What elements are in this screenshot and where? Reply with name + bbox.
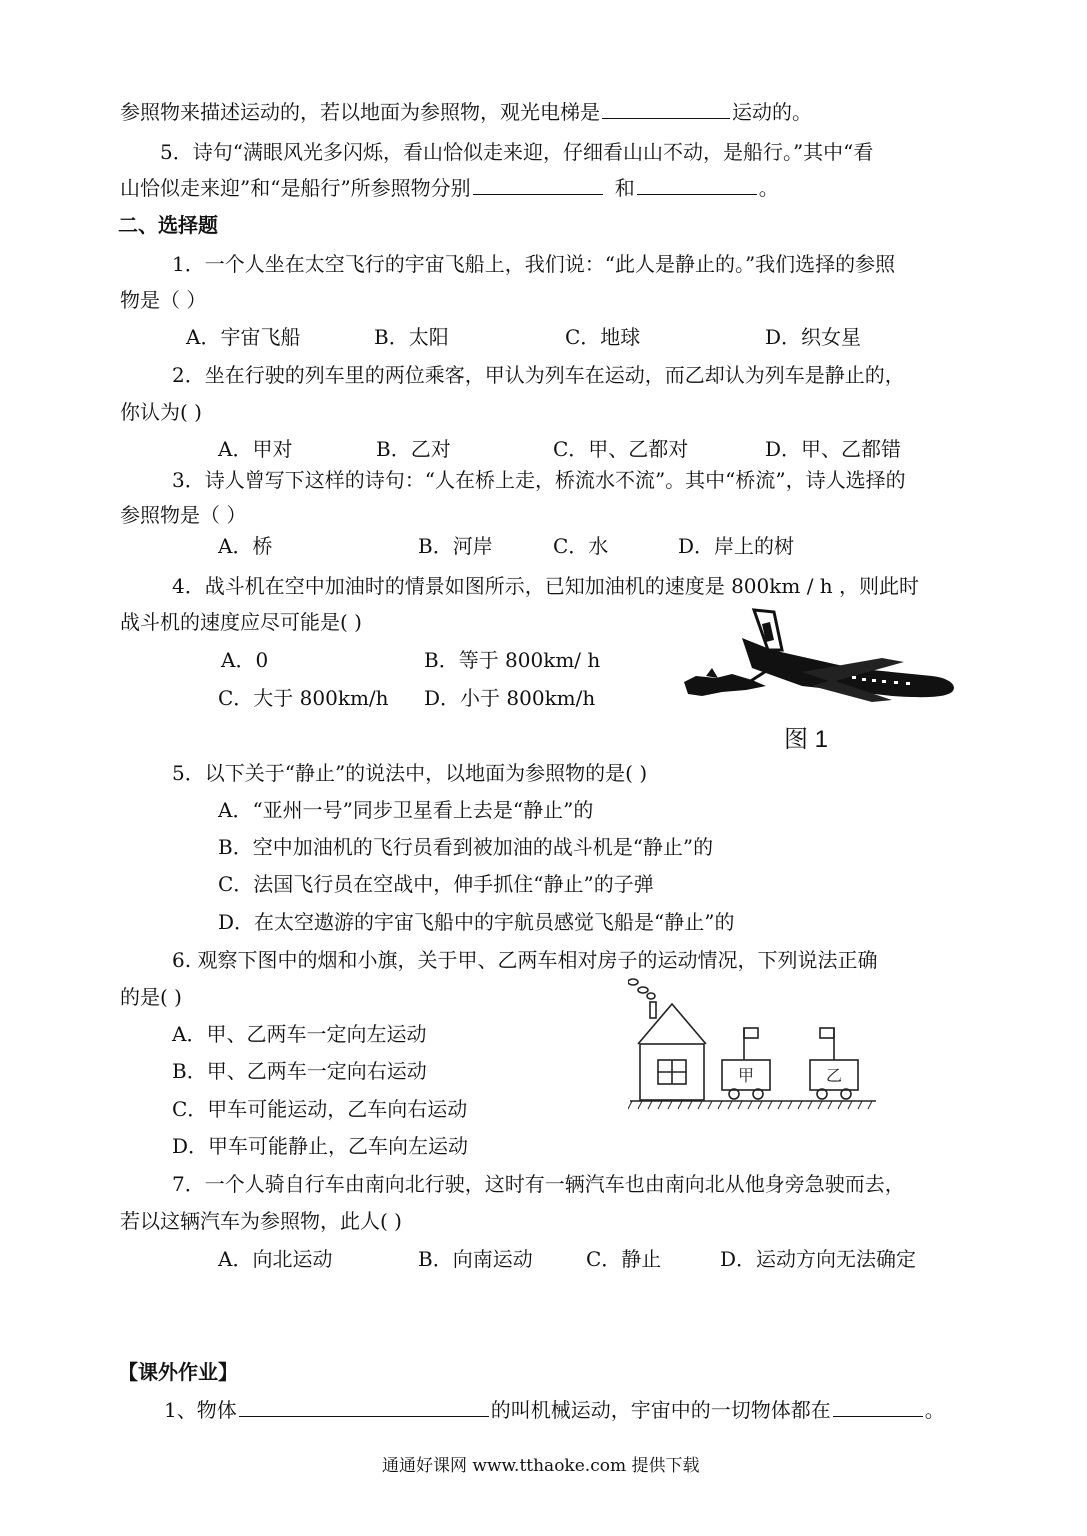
option-c[interactable]: C．甲、乙都对: [553, 437, 689, 461]
question-1: 1．一个人坐在太空飞行的宇宙飞船上，我们说：“此人是静止的。”我们选择的参照: [172, 252, 896, 276]
option-d[interactable]: D．在太空遨游的宇宙飞船中的宇航员感觉飞船是“静止”的: [218, 910, 735, 934]
option-a[interactable]: A．桥: [218, 534, 273, 558]
option-d[interactable]: D．甲车可能静止，乙车向左运动: [172, 1134, 469, 1158]
answer-blank[interactable]: [602, 98, 730, 119]
answer-blank[interactable]: [473, 174, 603, 195]
text: 1、物体: [164, 1398, 237, 1422]
text: 。: [758, 176, 779, 200]
text: 。: [924, 1398, 945, 1422]
text: 山恰似走来迎”和“是船行”所参照物分别: [120, 176, 471, 200]
option-c[interactable]: C．水: [553, 534, 609, 558]
question-4: 4．战斗机在空中加油时的情景如图所示，已知加油机的速度是 800km / h ，则此时: [172, 574, 920, 598]
option-c[interactable]: C．法国飞行员在空战中，伸手抓住“静止”的子弹: [218, 872, 654, 896]
answer-blank[interactable]: [239, 1396, 489, 1417]
question-4-cont: 战斗机的速度应尽可能是( ): [120, 610, 362, 634]
cart-label-jia: 甲: [737, 1066, 755, 1085]
option-b[interactable]: B．河岸: [418, 534, 493, 558]
question-2: 2．坐在行驶的列车里的两位乘客，甲认为列车在运动，而乙却认为列车是静止的，: [172, 363, 905, 387]
question-3: 3．诗人曾写下这样的诗句：“人在桥上走，桥流水不流”。其中“桥流”，诗人选择的: [172, 468, 906, 492]
question-6-cont: 的是( ): [120, 985, 182, 1009]
option-a[interactable]: A．甲对: [218, 437, 293, 461]
option-b[interactable]: B．等于 800km/ h: [424, 648, 601, 672]
option-c[interactable]: C．甲车可能运动，乙车向右运动: [172, 1097, 468, 1121]
option-a[interactable]: A．甲、乙两车一定向左运动: [172, 1022, 427, 1046]
homework-title: 【课外作业】: [118, 1360, 238, 1384]
question-2-cont: 你认为( ): [120, 400, 202, 424]
cart-label-yi: 乙: [825, 1066, 843, 1085]
text: 和: [614, 176, 635, 200]
answer-blank[interactable]: [637, 174, 757, 195]
option-d[interactable]: D．小于 800km/h: [424, 686, 596, 710]
question-7: 7．一个人骑自行车由南向北行驶，这时有一辆汽车也由南向北从他身旁急驶而去，: [172, 1172, 905, 1196]
option-d[interactable]: D．织女星: [765, 325, 862, 349]
question-5: 5．以下关于“静止”的说法中，以地面为参照物的是( ): [172, 761, 648, 785]
text: 参照物来描述运动的，若以地面为参照物，观光电梯是: [120, 100, 600, 124]
refueling-aircraft-figure: [682, 606, 962, 706]
figure-caption: 图 1: [784, 726, 829, 753]
option-a[interactable]: A．“亚州一号”同步卫星看上去是“静止”的: [218, 798, 594, 822]
option-b[interactable]: B．太阳: [374, 325, 449, 349]
option-b[interactable]: B．乙对: [376, 437, 451, 461]
option-d[interactable]: D．甲、乙都错: [765, 437, 902, 461]
question-1-cont: 物是（ ）: [120, 288, 207, 312]
question-5-poem: 5．诗句“满眼风光多闪烁，看山恰似走来迎，仔细看山山不动，是船行。”其中“看: [160, 140, 874, 164]
option-d[interactable]: D．运动方向无法确定: [720, 1247, 917, 1271]
answer-blank[interactable]: [833, 1396, 923, 1417]
text: 运动的。: [732, 100, 812, 124]
question-7-cont: 若以这辆汽车为参照物，此人( ): [120, 1209, 402, 1233]
option-b[interactable]: B．甲、乙两车一定向右运动: [172, 1059, 427, 1083]
option-c[interactable]: C．静止: [586, 1247, 662, 1271]
option-b[interactable]: B．空中加油机的飞行员看到被加油的战斗机是“静止”的: [218, 835, 714, 859]
homework-question-1: [164, 1396, 945, 1424]
fill-line-elevator: [120, 98, 812, 126]
section-title: 二、选择题: [118, 213, 218, 237]
text: 的叫机械运动，宇宙中的一切物体都在: [490, 1398, 831, 1422]
question-3-cont: 参照物是（ ）: [120, 503, 247, 527]
question-5-poem-line2: [120, 174, 779, 202]
option-a[interactable]: A．0: [221, 648, 269, 672]
option-d[interactable]: D．岸上的树: [678, 534, 795, 558]
option-a[interactable]: A．宇宙飞船: [186, 325, 301, 349]
question-6: 6. 观察下图中的烟和小旗，关于甲、乙两车相对房子的运动情况，下列说法正确: [172, 948, 878, 972]
option-a[interactable]: A．向北运动: [218, 1247, 333, 1271]
house-and-carts-figure: [628, 974, 878, 1120]
page-footer: 通通好课网 www.tthaoke.com 提供下载: [382, 1456, 700, 1476]
option-c[interactable]: C．大于 800km/h: [218, 686, 389, 710]
option-b[interactable]: B．向南运动: [418, 1247, 533, 1271]
option-c[interactable]: C．地球: [565, 325, 641, 349]
